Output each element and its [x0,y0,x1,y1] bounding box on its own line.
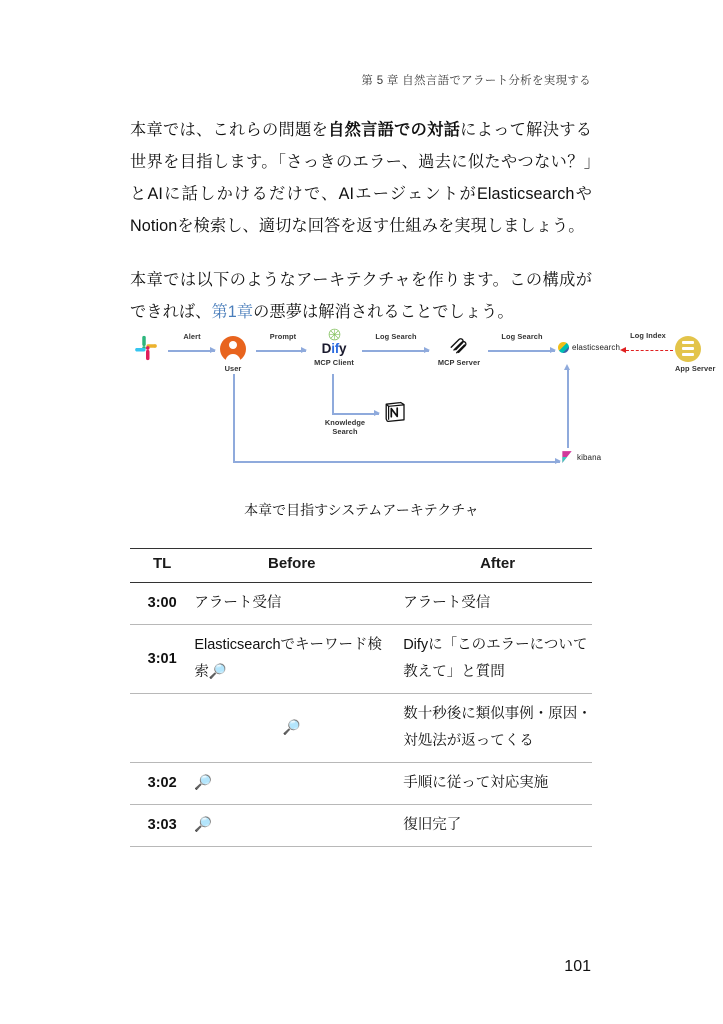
kibana-node [560,450,601,464]
paragraph-2-part1: 本章では以下のようなアーキテクチャを作ります。この構成ができれば、 [130,271,592,321]
user-icon [220,336,246,362]
edge-label-log-search-2: Log Search [501,332,543,341]
architecture-diagram [130,322,716,482]
mcp-client-node [308,328,360,367]
cell-tl: 3:02 [130,763,194,805]
figure-caption: 本章で目指すシステムアーキテクチャ [244,502,479,518]
knowledge-search-line-1: Knowledge [324,418,366,427]
page-number: 101 [564,958,591,975]
column-header-before: Before [194,549,403,583]
dify-letters-if: if [331,341,340,356]
cell-after: 復旧完了 [403,805,592,847]
mcp-server-node [432,334,486,367]
cell-before: 🔎 [194,805,403,847]
paragraph-2-part2: の悪夢は解消されることでしょう。 [253,303,514,321]
table-row [130,583,592,625]
slack-icon [132,334,160,362]
knowledge-search-line-2: Search [332,427,358,436]
comparison-table [130,548,592,847]
app-server-label: App Server [675,364,716,373]
slack-node [132,334,160,367]
table-row [130,694,592,763]
notion-icon [383,400,407,424]
kibana-logo-row [560,450,601,464]
table-row [130,625,592,694]
app-server-icon [675,336,701,362]
chapter-1-link[interactable]: 第1章 [211,303,254,321]
arrow-mcp-server-to-elasticsearch [488,350,555,352]
user-node [220,336,246,373]
cell-after: 数十秒後に類似事例・原因・対処法が返ってくる [403,694,592,763]
dify-wordmark [308,341,360,356]
mcp-client-label: MCP Client [314,358,354,367]
cell-tl: 3:03 [130,805,194,847]
kibana-label: kibana [577,452,602,462]
elasticsearch-logo-row [558,342,620,353]
cell-after: 手順に従って対応実施 [403,763,592,805]
table-row [130,805,592,847]
mcp-server-label: MCP Server [437,358,481,367]
user-label: User [224,364,242,373]
table-row [130,763,592,805]
line-dify-down [332,374,334,414]
arrow-app-server-to-elasticsearch [626,350,673,351]
paragraph-1-part2: によって解決する世界を目指します。「さっきのエラー、過去に似たやつない？」とAIに話しかけるだけで、AIエージェントがElasticsearchやNotionを検索し、適切な回答を返す仕組みを実現しましょう。 [130,121,592,235]
edge-label-log-index: Log Index [630,331,666,340]
arrow-user-to-kibana [233,461,560,463]
cell-tl: 3:01 [130,625,194,694]
app-server-node [675,336,715,373]
dify-letter-d: D [321,341,332,356]
arrow-slack-to-user [168,350,215,352]
mcp-server-icon [448,334,470,356]
table-header-row [130,549,592,583]
table-head [130,549,592,583]
running-header: 第 5 章 自然言語でアラート分析を実現する [361,75,591,87]
cell-before: 🔎 [194,763,403,805]
cell-before: Elasticsearchでキーワード検索🔎 [194,625,403,694]
table-body [130,583,592,847]
edge-label-log-search-1: Log Search [375,332,417,341]
arrow-user-to-dify [256,350,306,352]
cell-before: アラート受信 [194,583,403,625]
edge-label-knowledge-search [308,418,382,436]
paragraph-1-bold: 自然言語での対話 [328,121,461,139]
paragraph-2 [130,264,592,328]
column-header-tl: TL [130,549,194,583]
cell-after: Difyに「このエラーについて教えて」と質問 [403,625,592,694]
arrow-to-notion [332,413,379,415]
arrow-dify-to-mcp-server [362,350,429,352]
paragraph-1-part1: 本章では、これらの問題を [130,121,329,139]
cell-tl: 3:00 [130,583,194,625]
edge-label-prompt: Prompt [269,332,297,341]
arrow-kibana-to-elasticsearch [567,370,569,448]
edge-label-alert: Alert [183,332,201,341]
line-user-down [233,374,235,462]
cell-before: 🔎 [194,694,403,763]
notion-node [383,400,407,429]
column-header-after: After [403,549,592,583]
elasticsearch-node [558,342,620,353]
body-text-column [130,114,592,350]
dify-letter-y: y [339,341,347,356]
cell-after: アラート受信 [403,583,592,625]
paragraph-1 [130,114,592,242]
dify-mark-icon [328,328,341,341]
elasticsearch-icon [558,342,569,353]
elasticsearch-label: elasticsearch [572,343,620,352]
kibana-icon [560,450,574,464]
cell-tl [130,694,194,763]
